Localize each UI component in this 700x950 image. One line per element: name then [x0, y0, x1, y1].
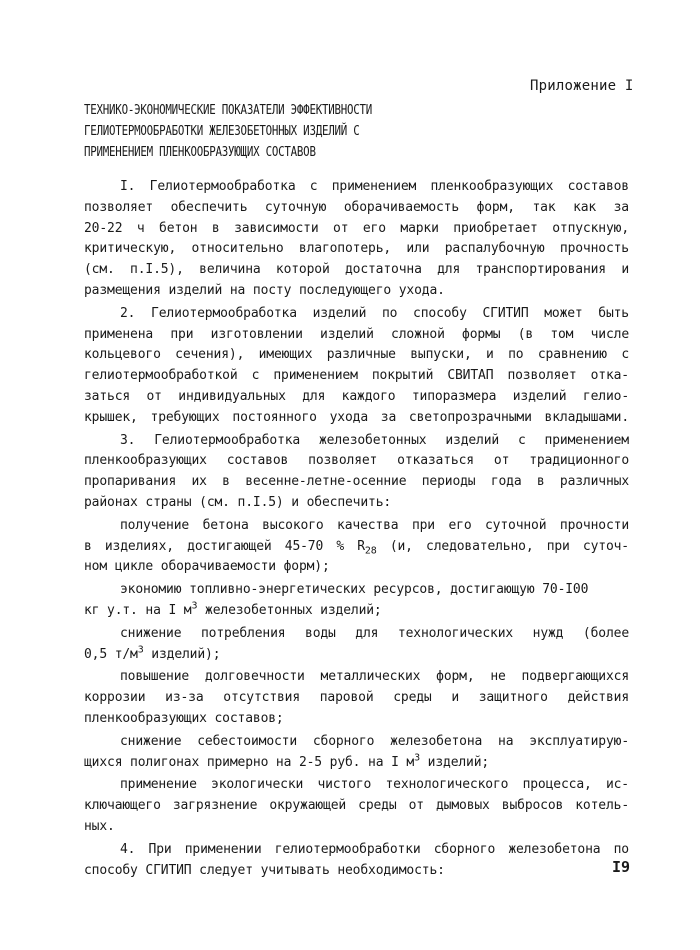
text-line: размещения изделий на посту последующего ухода. [84, 282, 445, 298]
title-line: ТЕХНИКО-ЭКОНОМИЧЕСКИЕ ПОКАЗАТЕЛИ ЭФФЕКТИВНОСТИ [84, 102, 373, 118]
list-item-line: ных. [84, 818, 115, 834]
text-line: кольцевого сечения), имеющих различные выпуски, и по сравнению с [84, 347, 629, 363]
text-line: I. Гелиотермообработка с применением пленкообразующих составов [120, 179, 629, 194]
list-item-line: применение экологически чистого технологического процесса, ис- [120, 777, 629, 793]
list-item-line: повышение долговечности металлических форм, не подвергающихся [120, 669, 629, 685]
list-item-line: ном цикле оборачиваемости форм); [84, 559, 330, 575]
list-item-line: ключающего загрязнение окружающей среды от дымовых выбросов котель- [84, 798, 629, 814]
text-line: (см. п.I.5), величина которой достаточна для транспортирования и [84, 262, 629, 278]
list-item-line: пленкообразующих составов; [84, 710, 284, 726]
list-item-line: щихся полигонах примерно на 2-5 руб. на I $м^3$ изделий; [84, 752, 490, 770]
text-line: 20-22 ч бетон в зависимости от его марки приобретает отпускную, [84, 220, 629, 236]
list-item-line: в изделиях, достигающей 45-70 % $R_{28}$ (и, следовательно, при суточ- [84, 538, 629, 557]
text-line: 3. Гелиотермообработка железобетонных изделий с применением [120, 432, 629, 448]
page-number: I9 [612, 858, 631, 876]
list-item-line: коррозии из-за отсутствия паровой среды и защитного действия [84, 690, 629, 706]
document-title [84, 100, 372, 163]
document-body [84, 177, 629, 881]
text-line: 4. При применении гелиотермообработки сборного железобетона по [120, 841, 629, 857]
list-item-line: снижение себестоимости сборного железобетона на эксплуатирую- [120, 733, 629, 749]
text-line: способу СГИТИП следует учитывать необходимость: [84, 862, 445, 878]
text-line: пропаривания их в весенне-летне-осенние периоды года в различных [84, 474, 629, 490]
text-line: крышек, требующих постоянного ухода за светопрозрачными вкладышами. [84, 409, 629, 425]
title-line: ГЕЛИОТЕРМООБРАБОТКИ ЖЕЛЕЗОБЕТОННЫХ ИЗДЕЛИЙ С [84, 123, 360, 139]
text-line: 2. Гелиотермообработка изделий по способу СГИТИП может быть [120, 305, 629, 321]
text-line: применена при изготовлении изделий сложной формы (в том числе [84, 326, 629, 342]
text-line: заться от индивидуальных для каждого типоразмера изделий гелио- [84, 388, 629, 404]
list-item-line: экономию топливно-энергетических ресурсов, достигающую 70-I00 [120, 582, 589, 598]
title-line: ПРИМЕНЕНИЕМ ПЛЕНКООБРАЗУЮЩИХ СОСТАВОВ [84, 144, 316, 160]
list-item-line: получение бетона высокого качества при его суточной прочности [120, 517, 629, 533]
text-line: районах страны (см. п.I.5) и обеспечить: [84, 494, 392, 510]
list-item-line: 0,5 $т/м^3$ изделий); [84, 644, 221, 662]
list-item-line: снижение потребления воды для технологических нужд (более [120, 625, 629, 641]
text-line: пленкообразующих составов позволяет отказаться от традиционного [84, 453, 629, 469]
text-line: позволяет обеспечить суточную оборачиваемость форм, так как за [84, 199, 629, 215]
list-item-line: кг у.т. на I $м^3$ железобетонных изделий; [84, 600, 382, 618]
text-line: критическую, относительно влагопотерь, или распалубочную прочность [84, 241, 629, 257]
appendix-label: Приложение I [530, 78, 634, 94]
text-line: гелиотермообработкой с применением покрытий СВИТАП позволяет отка- [84, 368, 629, 384]
